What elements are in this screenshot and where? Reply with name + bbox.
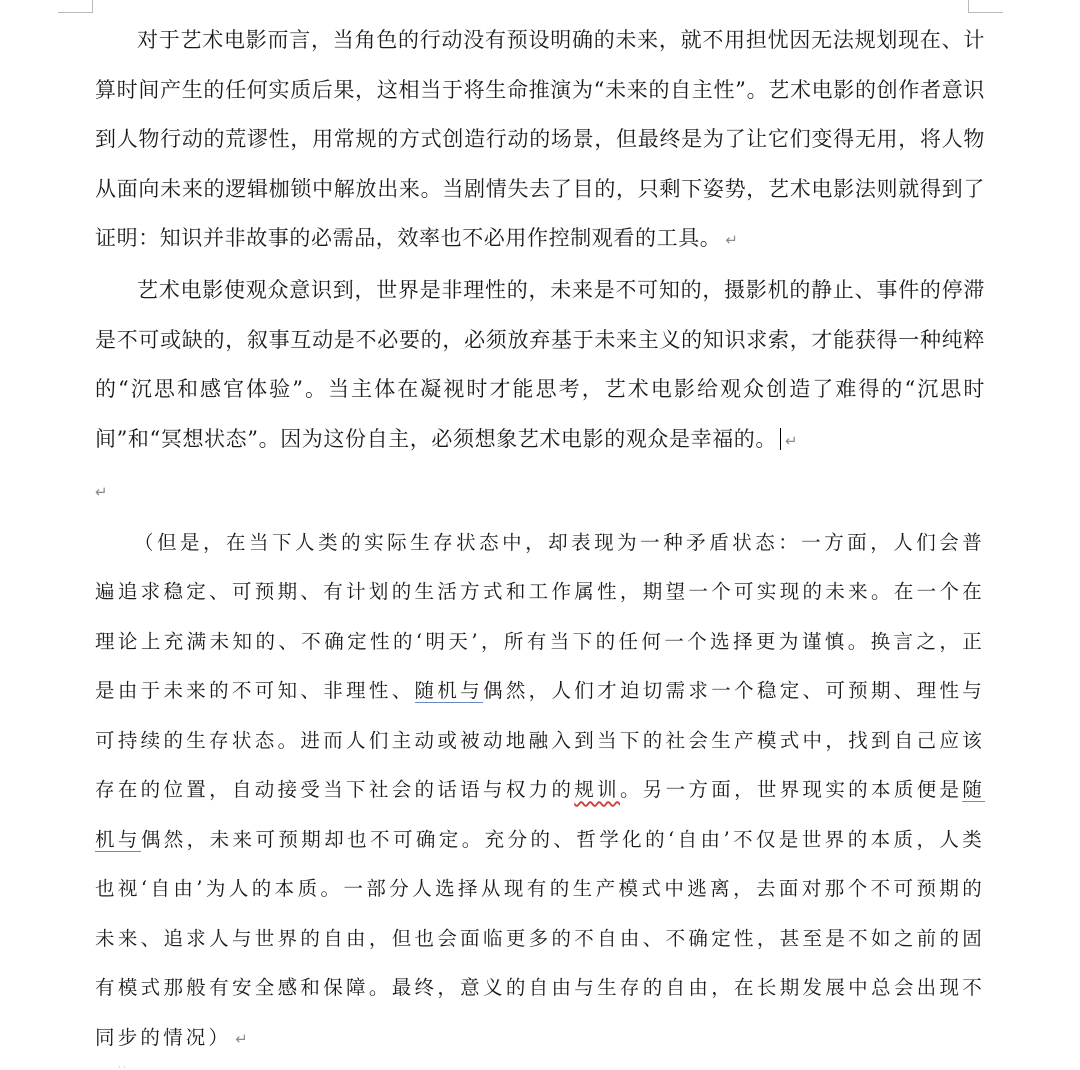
paragraph-mark-icon: ↵ (785, 431, 798, 450)
paragraph-3-text-d: 偶然，未来可预期却也不可确定。充分的、哲学化的‘自由’不仅是世界的本质，人类也视‘自由’为人的本质。一部分人选择从现有的生产模式中逃离，去面对那个不可预期的未来、追求人与世界的自由，但也会面临更多的不自由、不确定性，甚至是不如之前的固有模式那般有安全感和保障。最终，意义的自由与生存的自由，在长期发展中总会出现不同步的情况） (95, 827, 985, 1049)
grammar-underline-1[interactable]: 随机与 (414, 679, 484, 703)
bottom-marks: · · (118, 1063, 126, 1070)
spelling-underline[interactable]: 规训 (574, 778, 620, 802)
paragraph-1[interactable] (95, 16, 985, 266)
paragraph-mark-icon: ↵ (725, 231, 738, 250)
paragraph-3-text-a: （但是，在当下人类的实际生存状态中，却表现为一种矛盾状态：一方面，人们会普遍追求稳定、可预期、有计划的生活方式和工作属性，期望一个可实现的未来。在一个在理论上充满未知的、不确定性的‘明天’，所有当下的任何一个选择更为谨慎。换言之，正是由于未来的不可知、非理性、 (95, 530, 985, 703)
page-corner-top-right (968, 0, 1003, 13)
paragraph-1-text: 对于艺术电影而言，当角色的行动没有预设明确的未来，就不用担忧因无法规划现在、计算时间产生的任何实质后果，这相当于将生命推演为“未来的自主性”。艺术电影的创作者意识到人物行动的荒谬性，用常规的方式创造行动的场景，但最终是为了让它们变得无用，将人物从面向未来的逻辑枷锁中解放出来。当剧情失去了目的，只剩下姿势，艺术电影法则就得到了证明：知识并非故事的必需品，效率也不必用作控制观看的工具。 (95, 28, 985, 251)
paragraph-3-text-b: 偶然，人们才迫切需求一个稳定、可预期、理性与可持续的生存状态。进而人们主动或被动地融入到当下的社会生产模式中，找到自己应该存在的位置，自动接受当下社会的话语与权力的 (95, 679, 985, 802)
page-corner-top-left (58, 0, 93, 13)
paragraph-3-text-c: 。另一方面，世界现实的本质便是 (619, 778, 963, 802)
paragraph-mark-icon: ↵ (95, 483, 108, 502)
text-cursor (780, 428, 781, 450)
grammar-underline-2[interactable]: 随机与 (95, 778, 986, 851)
paragraph-mark-icon: ↵ (235, 1029, 248, 1048)
document-body[interactable] (95, 16, 985, 1064)
paragraph-2[interactable] (95, 266, 985, 466)
empty-paragraph[interactable] (95, 466, 985, 516)
paragraph-3[interactable] (95, 518, 985, 1065)
paragraph-2-text: 艺术电影使观众意识到，世界是非理性的，未来是不可知的，摄影机的静止、事件的停滞是不可或缺的，叙事互动是不必要的，必须放弃基于未来主义的知识求索，才能获得一种纯粹的“沉思和感官体验”。当主体在凝视时才能思考，艺术电影给观众创造了难得的“沉思时间”和“冥想状态”。因为这份自主，必须想象艺术电影的观众是幸福的。 (95, 277, 985, 451)
